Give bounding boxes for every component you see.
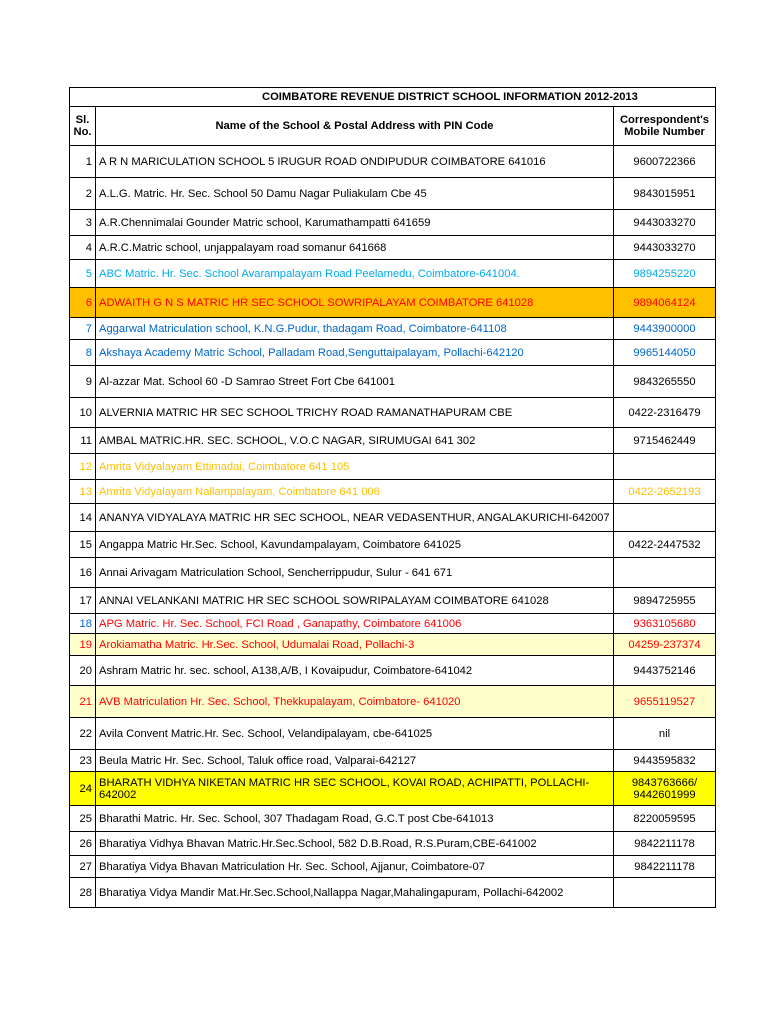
row-number: 14 — [70, 504, 96, 532]
table-row — [70, 504, 716, 532]
table-row — [70, 718, 716, 750]
school-name: ABC Matric. Hr. Sec. School Avarampalayam Road Peelamedu, Coimbatore-641004. — [96, 260, 614, 288]
mobile-number: 9965144050 — [614, 340, 716, 366]
school-name: Annai Arivagam Matriculation School, Sencherrippudur, Sulur - 641 671 — [96, 558, 614, 588]
school-name: Bharatiya Vidya Bhavan Matriculation Hr. Sec. School, Ajjanur, Coimbatore-07 — [96, 856, 614, 878]
table-row — [70, 454, 716, 480]
row-number: 19 — [70, 634, 96, 656]
school-name: Amrita Vidyalayam Nallampalayam, Coimbatore 641 006 — [96, 480, 614, 504]
row-number: 9 — [70, 366, 96, 398]
mobile-number: 9600722366 — [614, 146, 716, 178]
row-number: 13 — [70, 480, 96, 504]
mobile-number: 9443752146 — [614, 656, 716, 686]
row-number: 18 — [70, 614, 96, 634]
row-number: 2 — [70, 178, 96, 210]
header-school-name: Name of the School & Postal Address with PIN Code — [96, 107, 614, 146]
mobile-number — [614, 454, 716, 480]
row-number: 22 — [70, 718, 96, 750]
table-row — [70, 772, 716, 806]
row-number: 7 — [70, 318, 96, 340]
mobile-number: 9443033270 — [614, 210, 716, 236]
row-number: 21 — [70, 686, 96, 718]
school-name: Angappa Matric Hr.Sec. School, Kavundampalayam, Coimbatore 641025 — [96, 532, 614, 558]
school-name: Al-azzar Mat. School 60 -D Samrao Street Fort Cbe 641001 — [96, 366, 614, 398]
table-row — [70, 178, 716, 210]
school-name: Bharatiya Vidhya Bhavan Matric.Hr.Sec.School, 582 D.B.Road, R.S.Puram,CBE-641002 — [96, 832, 614, 856]
row-number: 17 — [70, 588, 96, 614]
mobile-number: 9655119527 — [614, 686, 716, 718]
mobile-number — [614, 504, 716, 532]
school-name: A.R.C.Matric school, unjappalayam road somanur 641668 — [96, 236, 614, 260]
row-number: 4 — [70, 236, 96, 260]
mobile-number: 9894725955 — [614, 588, 716, 614]
mobile-number: 9843265550 — [614, 366, 716, 398]
mobile-number: 9842211178 — [614, 856, 716, 878]
table-row — [70, 750, 716, 772]
table-row — [70, 856, 716, 878]
school-name: Aggarwal Matriculation school, K.N.G.Pudur, thadagam Road, Coimbatore-641108 — [96, 318, 614, 340]
mobile-number: 9843015951 — [614, 178, 716, 210]
school-name: Arokiamatha Matric. Hr.Sec. School, Udumalai Road, Pollachi-3 — [96, 634, 614, 656]
school-name: Bharatiya Vidya Mandir Mat.Hr.Sec.School,Nallappa Nagar,Mahalingapuram, Pollachi-642002 — [96, 878, 614, 908]
mobile-number: 9843763666/ 9442601999 — [614, 772, 716, 806]
school-name: Avila Convent Matric.Hr. Sec. School, Velandipalayam, cbe-641025 — [96, 718, 614, 750]
row-number: 5 — [70, 260, 96, 288]
table-row — [70, 832, 716, 856]
sheet-title: COIMBATORE REVENUE DISTRICT SCHOOL INFORMATION 2012-2013 — [70, 88, 716, 107]
school-name: Akshaya Academy Matric School, Palladam Road,Senguttaipalayam, Pollachi-642120 — [96, 340, 614, 366]
table-row — [70, 146, 716, 178]
row-number: 8 — [70, 340, 96, 366]
table-row — [70, 806, 716, 832]
table-row — [70, 614, 716, 634]
header-sl-no: Sl. No. — [70, 107, 96, 146]
table-row — [70, 480, 716, 504]
table-row — [70, 878, 716, 908]
school-table — [69, 87, 716, 908]
mobile-number: 04259-237374 — [614, 634, 716, 656]
row-number: 24 — [70, 772, 96, 806]
row-number: 10 — [70, 398, 96, 428]
table-row — [70, 686, 716, 718]
mobile-number: 0422-2447532 — [614, 532, 716, 558]
school-name: ALVERNIA MATRIC HR SEC SCHOOL TRICHY ROAD RAMANATHAPURAM CBE — [96, 398, 614, 428]
mobile-number: 9894255220 — [614, 260, 716, 288]
row-number: 26 — [70, 832, 96, 856]
school-name: APG Matric. Hr. Sec. School, FCI Road , Ganapathy, Coimbatore 641006 — [96, 614, 614, 634]
row-number: 20 — [70, 656, 96, 686]
row-number: 16 — [70, 558, 96, 588]
school-name: A.R.Chennimalai Gounder Matric school, Karumathampatti 641659 — [96, 210, 614, 236]
school-name: A.L.G. Matric. Hr. Sec. School 50 Damu Nagar Puliakulam Cbe 45 — [96, 178, 614, 210]
mobile-number: 9842211178 — [614, 832, 716, 856]
table-row — [70, 210, 716, 236]
row-number: 15 — [70, 532, 96, 558]
school-name: BHARATH VIDHYA NIKETAN MATRIC HR SEC SCHOOL, KOVAI ROAD, ACHIPATTI, POLLACHI-642002 — [96, 772, 614, 806]
table-row — [70, 366, 716, 398]
table-row — [70, 318, 716, 340]
mobile-number — [614, 558, 716, 588]
row-number: 6 — [70, 288, 96, 318]
table-row — [70, 340, 716, 366]
row-number: 27 — [70, 856, 96, 878]
table-row — [70, 558, 716, 588]
mobile-number: 9443595832 — [614, 750, 716, 772]
mobile-number: 8220059595 — [614, 806, 716, 832]
school-name: AVB Matriculation Hr. Sec. School, Thekkupalayam, Coimbatore- 641020 — [96, 686, 614, 718]
table-row — [70, 588, 716, 614]
row-number: 1 — [70, 146, 96, 178]
school-name: ANNAI VELANKANI MATRIC HR SEC SCHOOL SOWRIPALAYAM COIMBATORE 641028 — [96, 588, 614, 614]
row-number: 23 — [70, 750, 96, 772]
mobile-number — [614, 878, 716, 908]
table-row — [70, 236, 716, 260]
school-name: A R N MARICULATION SCHOOL 5 IRUGUR ROAD ONDIPUDUR COIMBATORE 641016 — [96, 146, 614, 178]
school-name: AMBAL MATRIC.HR. SEC. SCHOOL, V.O.C NAGAR, SIRUMUGAI 641 302 — [96, 428, 614, 454]
school-name: Bharathi Matric. Hr. Sec. School, 307 Thadagam Road, G.C.T post Cbe-641013 — [96, 806, 614, 832]
mobile-number: 9363105680 — [614, 614, 716, 634]
row-number: 28 — [70, 878, 96, 908]
header-row — [70, 107, 716, 146]
table-row — [70, 532, 716, 558]
table-row — [70, 260, 716, 288]
table-row — [70, 656, 716, 686]
school-name: ANANYA VIDYALAYA MATRIC HR SEC SCHOOL, NEAR VEDASENTHUR, ANGALAKURICHI-642007 — [96, 504, 614, 532]
mobile-number: 0422-2316479 — [614, 398, 716, 428]
mobile-number: 9443033270 — [614, 236, 716, 260]
table-row — [70, 428, 716, 454]
school-name: ADWAITH G N S MATRIC HR SEC SCHOOL SOWRIPALAYAM COIMBATORE 641028 — [96, 288, 614, 318]
row-number: 12 — [70, 454, 96, 480]
mobile-number: 0422-2652193 — [614, 480, 716, 504]
school-name: Amrita Vidyalayam Ettimadai, Coimbatore 641 105 — [96, 454, 614, 480]
table-row — [70, 288, 716, 318]
row-number: 11 — [70, 428, 96, 454]
row-number: 3 — [70, 210, 96, 236]
school-name: Beula Matric Hr. Sec. School, Taluk office road, Valparai-642127 — [96, 750, 614, 772]
mobile-number: 9894064124 — [614, 288, 716, 318]
mobile-number: 9443900000 — [614, 318, 716, 340]
table-row — [70, 398, 716, 428]
row-number: 25 — [70, 806, 96, 832]
header-mobile: Correspondent's Mobile Number — [614, 107, 716, 146]
table-row — [70, 634, 716, 656]
mobile-number: nil — [614, 718, 716, 750]
school-name: Ashram Matric hr. sec. school, A138,A/B, I Kovaipudur, Coimbatore-641042 — [96, 656, 614, 686]
mobile-number: 9715462449 — [614, 428, 716, 454]
title-row — [70, 88, 716, 107]
